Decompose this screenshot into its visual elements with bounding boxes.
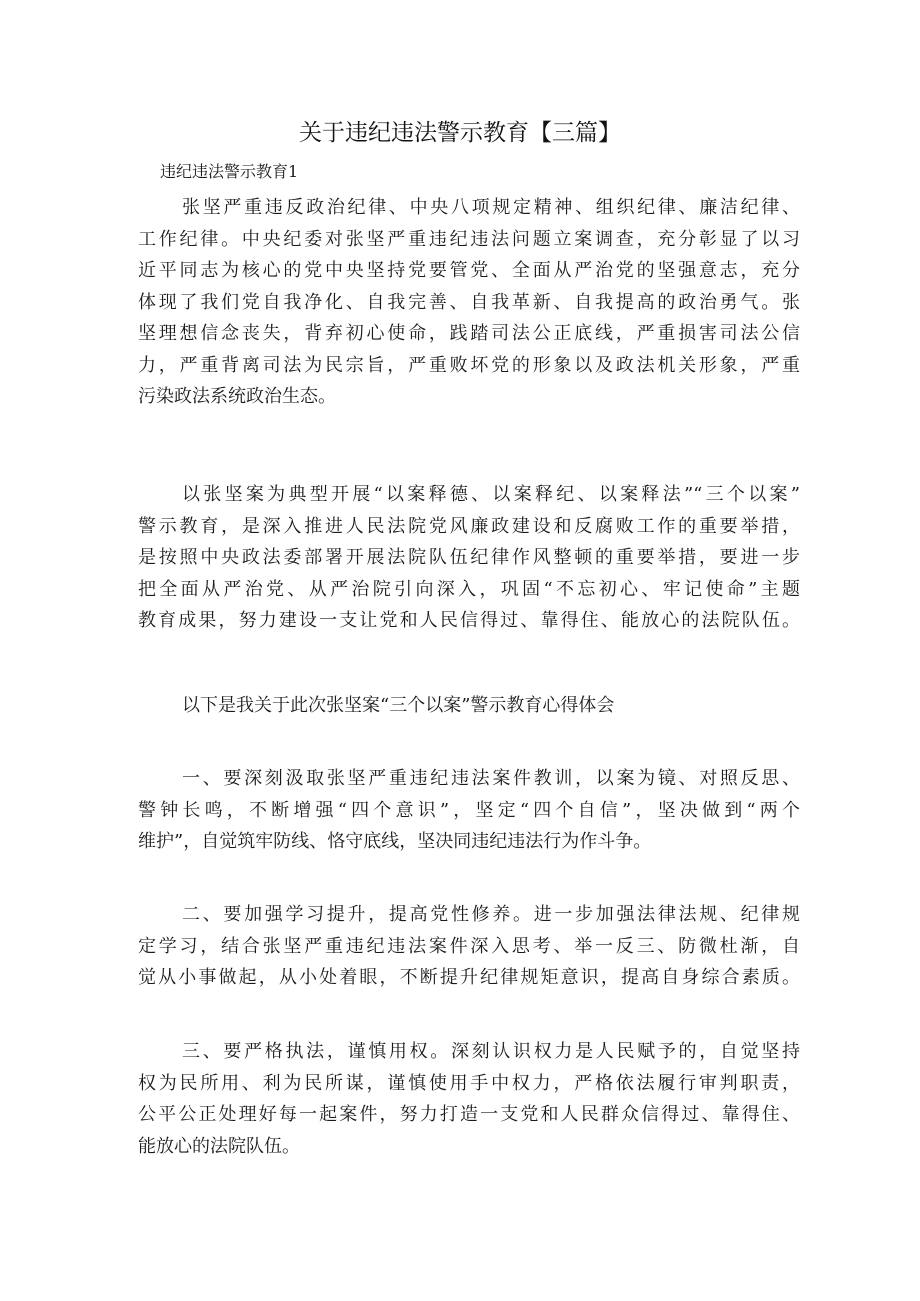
paragraph-line: 警示教育，是深入推进人民法院党风廉政建设和反腐败工作的重要举措， — [138, 515, 800, 537]
paragraph-line: 是按照中央政法委部署开展法院队伍纪律作风整顿的重要举措，要进一步 — [138, 547, 800, 568]
paragraph-line: 体现了我们党自我净化、自我完善、自我革新、自我提高的政治勇气。张 — [138, 291, 800, 313]
paragraph-line: 觉从小事做起，从小处着眼，不断提升纪律规矩意识，提高自身综合素质。 — [138, 967, 800, 988]
paragraph-line: 教育成果，努力建设一支让党和人民信得过、靠得住、能放心的法院队伍。 — [138, 610, 800, 631]
paragraph-4 — [138, 763, 800, 858]
paragraph-line: 污染政法系统政治生态。 — [138, 386, 336, 407]
paragraph-6 — [138, 1036, 800, 1162]
paragraph-line: 公平公正处理好每一起案件，努力打造一支党和人民群众信得过、靠得住、 — [138, 1104, 800, 1125]
paragraph-line: 定学习，结合张坚严重违纪违法案件深入思考、举一反三、防微杜渐，自 — [138, 935, 800, 957]
paragraph-1 — [138, 192, 800, 413]
paragraph-line: 维护”，自觉筑牢防线、恪守底线，坚决同违纪违法行为作斗争。 — [138, 831, 652, 852]
paragraph-line: 以张坚案为典型开展“以案释德、以案释纪、以案释法”“三个以案” — [182, 484, 800, 505]
paragraph-line: 警钟长鸣，不断增强“四个意识”，坚定“四个自信”，坚决做到“两个 — [138, 799, 800, 821]
paragraph-line: 坚理想信念丧失，背弃初心使命，践踏司法公正底线，严重损害司法公信 — [138, 323, 800, 344]
paragraph-line: 三、要严格执法，谨慎用权。深刻认识权力是人民赋予的，自觉坚持 — [182, 1041, 800, 1062]
paragraph-line: 工作纪律。中央纪委对张坚严重违纪违法问题立案调查，充分彰显了以习 — [138, 228, 800, 250]
paragraph-line: 把全面从严治党、从严治院引向深入，巩固“不忘初心、牢记使命”主题 — [138, 578, 800, 600]
paragraph-line: 力，严重背离司法为民宗旨，严重败坏党的形象以及政法机关形象，严重 — [138, 354, 800, 376]
document-title: 关于违纪违法警示教育【三篇】 — [299, 120, 621, 146]
paragraph-2 — [138, 479, 800, 637]
paragraph-5 — [138, 899, 800, 994]
section-heading: 违纪违法警示教育1 — [160, 162, 299, 181]
paragraph-line: 张坚严重违反政治纪律、中央八项规定精神、组织纪律、廉洁纪律、 — [182, 197, 800, 218]
paragraph-line: 以下是我关于此次张坚案“三个以案”警示教育心得体会 — [182, 695, 615, 716]
paragraph-line: 权为民所用、利为民所谋，谨慎使用手中权力，严格依法履行审判职责， — [138, 1072, 800, 1094]
paragraph-line: 能放心的法院队伍。 — [138, 1135, 300, 1157]
paragraph-line: 二、要加强学习提升，提高党性修养。进一步加强法律法规、纪律规 — [182, 904, 800, 925]
paragraph-line: 一、要深刻汲取张坚严重违纪违法案件教训，以案为镜、对照反思、 — [182, 768, 800, 789]
paragraph-3 — [138, 690, 800, 722]
paragraph-line: 近平同志为核心的党中央坚持党要管党、全面从严治党的坚强意志，充分 — [138, 260, 800, 281]
